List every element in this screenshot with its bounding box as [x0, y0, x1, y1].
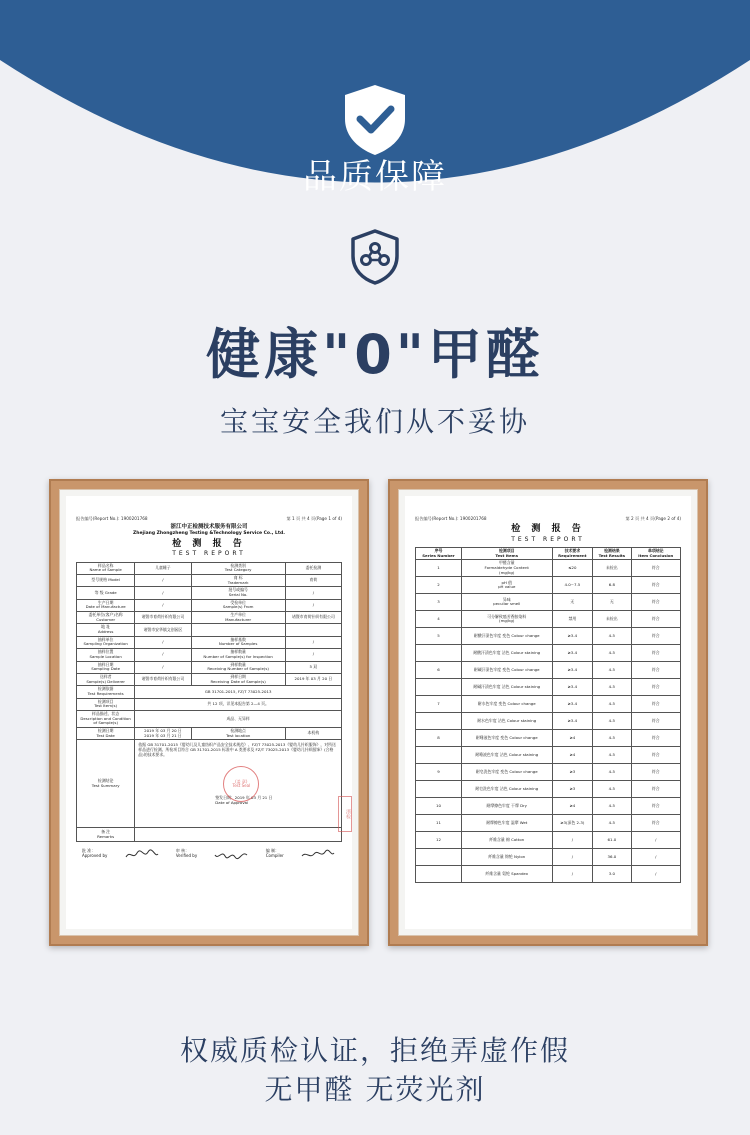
table-cell: 甲醛含量 Formaldehyde Content (mg/kg) [461, 560, 552, 577]
table-cell: 2019 年 03 月 20 日 [285, 673, 341, 685]
table-cell: 耐碱汗渍色牢度 变色 Colour change [461, 662, 552, 679]
table-cell: GB 31701-2015, FZ/T 73025-2013 [135, 686, 342, 698]
table-cell: 儿童睡子 [135, 562, 191, 574]
table-cell: pH 值 pH value [461, 577, 552, 594]
table-cell: 无 [552, 594, 593, 611]
report-header-line [76, 516, 342, 521]
report-page: 第 1 页 共 4 页(Page 1 of 4) [286, 516, 342, 521]
table-header-cell: 序号 Series Number [416, 548, 462, 560]
test-report-page-2 [405, 496, 691, 929]
side-seal-stamp: 浙检 [338, 796, 352, 832]
table-cell: 符合 [631, 594, 681, 611]
table-cell: 8 [416, 730, 462, 747]
table-cell: 5 [416, 628, 462, 645]
table-row [77, 624, 342, 636]
table-cell: 耐唾液色牢度 变色 Colour change [461, 730, 552, 747]
table-cell: 61.0 [593, 832, 631, 849]
table-cell: ≥4 [552, 730, 593, 747]
table-cell: / [135, 649, 191, 661]
table-cell: 生产日期 Date of Manufacture [77, 599, 135, 611]
table-cell: 成品、无异样 [135, 711, 342, 728]
table-cell [416, 747, 462, 764]
report-number: 报告编号(Report No.): 1900201768 [76, 516, 148, 521]
table-cell: 11 [416, 815, 462, 832]
table-cell [416, 781, 462, 798]
table-cell: 备 注 Remarks [77, 828, 135, 842]
signature-compiler [300, 848, 336, 866]
table-cell: 3.0 [593, 866, 631, 883]
table-cell: 耐碱汗渍色牢度 沾色 Colour staining [461, 679, 552, 696]
banner-title: 品质保障 [303, 157, 447, 197]
table-cell [191, 624, 285, 636]
table-cell: 3 [416, 594, 462, 611]
table-cell: 诸暨市育荷针织有限公司 [285, 612, 341, 624]
table-cell: 符合 [631, 560, 681, 577]
table-cell: 到样数量 Receiving Number of Sample(s) [191, 661, 285, 673]
table-cell: 符合 [631, 747, 681, 764]
table-cell: 耐摩擦色牢度 湿摩 Wet [461, 815, 552, 832]
table-cell: 1 [416, 560, 462, 577]
table-cell: 6 [416, 662, 462, 679]
table-cell: 商 标 Trademark [191, 574, 285, 586]
table-cell: 4 [416, 611, 462, 628]
table-cell: 10 [416, 798, 462, 815]
table-cell [416, 645, 462, 662]
test-results-table [415, 547, 681, 883]
table-row [77, 649, 342, 661]
table-cell: 检测类别 Test Category [191, 562, 285, 574]
table-cell: 符合 [631, 662, 681, 679]
table-cell: 符合 [631, 781, 681, 798]
shield-molecule-icon [349, 228, 401, 286]
report-title-en: TEST REPORT [511, 535, 585, 543]
table-cell: 耐水色牢度 变色 Colour change [461, 696, 552, 713]
table-row [416, 764, 681, 781]
table-row [77, 612, 342, 624]
table-cell: / [135, 599, 191, 611]
table-cell: 4-5 [593, 679, 631, 696]
table-header-cell: 单项结论 Item Conclusion [631, 548, 681, 560]
table-cell: 36.0 [593, 849, 631, 866]
table-cell [416, 679, 462, 696]
table-cell: 无 [593, 594, 631, 611]
table-cell: 检测地点 Test location [191, 728, 285, 740]
table-cell: 符合 [631, 730, 681, 747]
report-title-en: TEST REPORT [172, 550, 246, 557]
table-row [416, 662, 681, 679]
table-cell: 耐酸汗渍色牢度 沾色 Colour staining [461, 645, 552, 662]
table-cell: ≥3-4 [552, 679, 593, 696]
table-cell: / [552, 832, 593, 849]
table-row [77, 587, 342, 599]
table-cell: 抽样日期 Sampling Date [77, 661, 135, 673]
table-cell: ≥3-4 [552, 662, 593, 679]
table-cell: / [285, 636, 341, 648]
test-seal-stamp: (盖 章) Test Seal [223, 766, 259, 802]
report-header-line [415, 516, 681, 521]
subline: 宝宝安全我们从不妥协 [219, 405, 530, 438]
frame-mat [398, 489, 698, 936]
table-cell: 9 [416, 764, 462, 781]
table-cell [416, 866, 462, 883]
table-cell: 未检出 [593, 560, 631, 577]
table-cell: 诸暨市育荷针织有限公司 [135, 673, 191, 685]
table-row [77, 562, 342, 574]
table-cell: 4-5 [593, 798, 631, 815]
table-cell: 符合 [631, 713, 681, 730]
table-cell: 委托检测 [285, 562, 341, 574]
table-cell [416, 713, 462, 730]
table-cell: / [631, 832, 681, 849]
report-title: 检 测 报 告 [511, 524, 585, 535]
table-header-cell: 检测结果 Test Results [593, 548, 631, 560]
table-cell: 4-5 [593, 645, 631, 662]
table-cell: ≥3-4 [552, 696, 593, 713]
table-cell: 4-5 [593, 628, 631, 645]
signature-verified [213, 848, 249, 866]
table-cell: 生产单位 Manufacturer [191, 612, 285, 624]
table-cell: 4-5 [593, 781, 631, 798]
table-cell: 耐酸汗渍色牢度 变色 Colour change [461, 628, 552, 645]
table-cell: 诸暨市安华镇文创园区 [135, 624, 191, 636]
table-cell: 耐水色牢度 沾色 Colour staining [461, 713, 552, 730]
table-row [416, 781, 681, 798]
table-cell: ≥4 [552, 747, 593, 764]
shield-check-icon [333, 79, 417, 159]
table-header-cell: 检测项目 Test Items [461, 548, 552, 560]
table-row [77, 574, 342, 586]
table-cell: 4-5 [593, 815, 631, 832]
table-cell: 检测项目 Test Item(s) [77, 698, 135, 710]
table-cell: 符合 [631, 645, 681, 662]
table-cell: / [552, 849, 593, 866]
table-cell [285, 624, 341, 636]
summary-text: 依据 GB 31701-2015《婴幼儿及儿童纺织产品安全技术规范》、FZ/T 73025-2013《婴幼儿针织服饰》，对所送样品进行检测。所检项目符合 GB 31701-2015 标准中 A 类要求及 FZ/T 73025-2013《婴幼儿针织服饰》(合格品)的技术要求。 [138, 742, 336, 757]
table-cell: 2 [416, 577, 462, 594]
table-cell: ≥3(深色 2-3) [552, 815, 593, 832]
table-cell: 符合 [631, 764, 681, 781]
table-cell: 未检出 [593, 611, 631, 628]
table-cell: 4-5 [593, 747, 631, 764]
table-cell: 纤维含量 棉 Cotton [461, 832, 552, 849]
table-cell: / [285, 649, 341, 661]
table-row [416, 611, 681, 628]
table-cell: 抽样位置 Sample Location [77, 649, 135, 661]
table-row [416, 849, 681, 866]
test-date-to: 2019 年 03 月 21 日 [144, 732, 182, 738]
table-cell: 本机构 [285, 728, 341, 740]
table-cell: 5 双 [285, 661, 341, 673]
table-cell: 批号或编号 Serial No. [191, 587, 285, 599]
table-row [416, 594, 681, 611]
table-cell: 纤维含量 锦纶 Nylon [461, 849, 552, 866]
table-cell: 诸暨市育荷针织有限公司 [135, 612, 191, 624]
table-cell: 耐皂洗色牢度 沾色 Colour staining [461, 781, 552, 798]
table-cell: 耐皂洗色牢度 变色 Colour change [461, 764, 552, 781]
table-row [416, 560, 681, 577]
table-cell: ≥3-4 [552, 713, 593, 730]
table-cell: 符合 [631, 679, 681, 696]
frame-mat [59, 489, 359, 936]
table-cell: 抽样单位 Sampling Organization [77, 636, 135, 648]
table-cell: 符合 [631, 696, 681, 713]
certificate-frame-right [388, 479, 708, 946]
table-row [77, 636, 342, 648]
table-cell: 地 址 Address [77, 624, 135, 636]
table-cell: 符合 [631, 798, 681, 815]
table-cell: 4-5 [593, 764, 631, 781]
table-cell: 12 [416, 832, 462, 849]
table-cell [416, 849, 462, 866]
signature-approved [124, 848, 160, 866]
table-row [77, 728, 342, 740]
table-cell: ≥4 [552, 798, 593, 815]
table-cell: 检测结论 Test Summary [77, 740, 135, 828]
table-row [416, 815, 681, 832]
table-cell: / [135, 661, 191, 673]
table-row [416, 747, 681, 764]
table-cell: 育荷 [285, 574, 341, 586]
headline: 健康"0"甲醛 [206, 323, 544, 386]
verified-by-label: 审 核： Verified by [175, 848, 198, 859]
table-cell: 样品描述、状态 Description and Condition of Sample(s) [77, 711, 135, 728]
table-cell: 共 12 项，详见本报告第 2—4 页。 [135, 698, 342, 710]
table-cell: 6.8 [593, 577, 631, 594]
table-cell: ≥3 [552, 781, 593, 798]
table-row [77, 698, 342, 710]
table-cell: 耐摩擦色牢度 干摩 Dry [461, 798, 552, 815]
table-row [416, 645, 681, 662]
table-cell: ≤20 [552, 560, 593, 577]
certificate-frame-left [49, 479, 369, 946]
table-row [416, 713, 681, 730]
test-report-page-1 [66, 496, 352, 929]
table-header-row [416, 548, 681, 560]
signature-row [76, 848, 342, 866]
sample-info-table [76, 562, 342, 843]
test-date-from: 2019 年 03 月 20 日 [144, 728, 182, 734]
table-cell: 等 级 Grade [77, 587, 135, 599]
table-cell: 符合 [631, 611, 681, 628]
table-cell: 4-5 [593, 662, 631, 679]
footer-line-2: 无甲醛 无荧光剂 [264, 1073, 486, 1106]
table-cell: 符合 [631, 577, 681, 594]
table-row [416, 832, 681, 849]
table-cell: 符合 [631, 628, 681, 645]
table-cell: ≥3-4 [552, 628, 593, 645]
table-cell: 可分解致癌芳香胺染料 (mg/kg) [461, 611, 552, 628]
approval-date: 签发日期：2019 年 03 月 21 日 Date of Approval [215, 795, 273, 806]
table-row [416, 679, 681, 696]
table-row [77, 686, 342, 698]
report-title: 检 测 报 告 [172, 538, 246, 549]
table-cell: / [285, 599, 341, 611]
table-row [416, 730, 681, 747]
table-cell: / [135, 636, 191, 648]
table-row [416, 577, 681, 594]
table-cell: 7 [416, 696, 462, 713]
table-cell: 符合 [631, 815, 681, 832]
table-cell [135, 828, 342, 842]
table-cell: 检测依据 Test Requirements [77, 686, 135, 698]
table-cell: 抽样基数 Number of Samples [191, 636, 285, 648]
table-cell: 4-5 [593, 713, 631, 730]
table-cell: 检测日期 Test Date [77, 728, 135, 740]
table-cell: / [631, 849, 681, 866]
table-cell: ≥3 [552, 764, 593, 781]
table-cell [135, 740, 342, 828]
table-cell: 到样日期 Receiving Date of Sample(s) [191, 673, 285, 685]
table-cell: / [135, 574, 191, 586]
table-cell: / [552, 866, 593, 883]
table-cell: / [285, 587, 341, 599]
table-row [77, 740, 342, 828]
approved-by-label: 批 准： Approved by [82, 848, 108, 859]
table-cell: / [631, 866, 681, 883]
compiled-by-label: 编 制： Compiler [265, 848, 284, 859]
table-row [77, 599, 342, 611]
organization-name-en: Zhejiang Zhongzheng Testing &Technology Service Co., Ltd. [133, 531, 285, 537]
table-row [77, 711, 342, 728]
table-cell: 委托单位(客户)名称 Customer [77, 612, 135, 624]
table-cell: 4-5 [593, 730, 631, 747]
table-cell: ≥3-4 [552, 645, 593, 662]
table-row [416, 696, 681, 713]
table-row [416, 866, 681, 883]
table-cell: 型号规格 Model [77, 574, 135, 586]
table-cell: 耐唾液色牢度 沾色 Colour staining [461, 747, 552, 764]
table-cell: 4-5 [593, 696, 631, 713]
table-row [416, 798, 681, 815]
table-cell: 送样者 Sample(s) Deliverer [77, 673, 135, 685]
table-row [77, 661, 342, 673]
table-cell: 样品名称 Name of Sample [77, 562, 135, 574]
table-cell: / [135, 587, 191, 599]
table-cell: 禁用 [552, 611, 593, 628]
table-cell: 4.0~7.5 [552, 577, 593, 594]
organization-name: 浙江中正检测技术服务有限公司 [170, 524, 248, 531]
table-cell: 抽样数量 Number of Sample(s) for Inspection [191, 649, 285, 661]
table-row [416, 628, 681, 645]
table-cell: 纤维含量 氨纶 Spandex [461, 866, 552, 883]
table-header-cell: 技术要求 Requirement [552, 548, 593, 560]
table-cell: 受检单位 Sample(s) From [191, 599, 285, 611]
table-row [77, 673, 342, 685]
footer-line-1: 权威质检认证，拒绝弄虚作假 [179, 1034, 570, 1067]
table-cell [135, 728, 191, 740]
table-row [77, 828, 342, 842]
report-number: 报告编号(Report No.): 1900201768 [415, 516, 487, 521]
table-cell: 异味 peculiar smell [461, 594, 552, 611]
report-page: 第 2 页 共 4 页(Page 2 of 4) [625, 516, 681, 521]
